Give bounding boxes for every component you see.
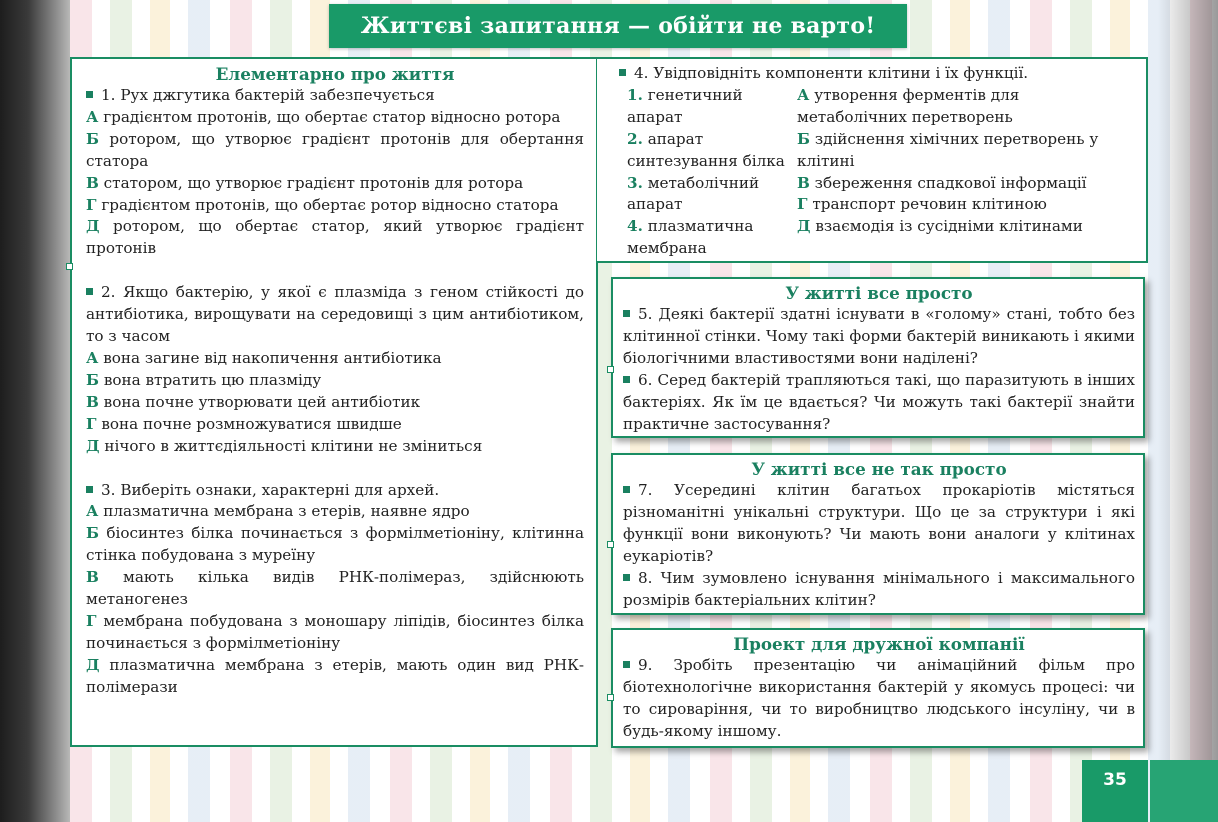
project-box [611,628,1145,748]
page-title: Життєві запитання — обійти не варто! [329,4,907,48]
bullet-icon [619,69,626,76]
elementary-heading: Елементарно про життя [215,64,455,84]
connector-notch [607,541,614,548]
function-item: Д взаємодія із сусідніми клітинами [797,217,1083,236]
q2-option-e: Д нічого в життєдіяльності клітини не зміниться [86,436,483,455]
component-item: 3. метаболічний апарат [627,173,760,214]
connector-notch [66,263,73,270]
question-4: 4. Увідповідніть компоненти клітини і їх функції. [619,63,1128,85]
connector-notch [607,366,614,373]
q1-option-d: Г градієнтом протонів, що обертає ротор відносно статора [86,195,559,214]
q1-option-b: Б ротором, що утворює градієнт протонів для обертання статора [86,129,585,170]
q2-option-b: Б вона втратить цю плазміду [86,370,322,389]
page-edge-right [1158,0,1218,822]
bullet-icon [86,486,93,493]
page-edge-shadow [0,0,80,822]
component-item: 2. апарат синтезування білка [627,129,785,170]
question-1: 1. Рух джгутика бактерій забезпечується [86,85,584,107]
component-item: 1. генетичний апарат [627,85,743,126]
page-corner-strip [1150,760,1218,822]
components-column [627,85,797,260]
bullet-icon [623,574,630,581]
question-3: 3. Виберіть ознаки, характерні для архей. [86,480,584,502]
matching-grid [627,85,1128,260]
q3-option-c: В мають кілька видів РНК-полімераз, здійснюють метаногенез [86,568,585,609]
q2-option-d: Г вона почне розмножуватися швидше [86,414,402,433]
question-8: 8. Чим зумовлено існування мінімального і максимального розмірів бактеріальних клітин? [623,568,1135,609]
question-9: 9. Зробіть презентацію чи анімаційний фільм про біотехнологічне використання бактерій у якомусь процесі: чи то сироваріння, чи то виробництво людського інсуліну, чи в будь-якому іншому. [623,656,1135,740]
component-item: 4. плазматична мембрана [627,217,754,258]
q1-option-c: В статором, що утворює градієнт протонів для ротора [86,173,524,192]
question-6: 6. Серед бактерій трапляються такі, що паразитують в інших бактеріях. Як їм це вдається? Чи можуть такі бактерії знайти практичне застосування? [623,370,1135,433]
question-2: 2. Якщо бактерію, у якої є плазміда з геном стійкості до антибіотика, вирощувати на середовищі з цим антибіотиком, то з часом [86,283,584,346]
function-item: В збереження спадкової інформації [797,173,1087,192]
q2-option-a: А вона загине від накопичення антибіотика [86,348,442,367]
simple-heading: У житті все просто [785,283,973,303]
bullet-icon [623,661,630,668]
connector-notch [607,694,614,701]
functions-column [797,85,1128,260]
not-simple-box [611,453,1145,615]
elementary-box [70,57,598,747]
bullet-icon [86,91,93,98]
function-item: Б здійснення хімічних перетворень у клітині [797,129,1099,170]
function-item: А утворення ферментів для метаболічних перетворень [797,85,1020,126]
q2-option-c: В вона почне утворювати цей антибіотик [86,392,421,411]
bullet-icon [623,310,630,317]
matching-box [597,57,1148,263]
q3-option-a: А плазматична мембрана з етерів, наявне ядро [86,502,470,521]
q3-option-e: Д плазматична мембрана з етерів, мають один вид РНК-полімерази [86,655,585,696]
bullet-icon [86,288,93,295]
q1-option-e: Д ротором, що обертає статор, який утворює градієнт протонів [86,217,584,258]
q1-option-a: А градієнтом протонів, що обертає статор відносно ротора [86,107,561,126]
bullet-icon [623,486,630,493]
question-5: 5. Деякі бактерії здатні існувати в «голому» стані, тобто без клітинної стінки. Чому такі форми бактерій виникають і якими біологічними властивостями вони наділені? [623,305,1135,367]
function-item: Г транспорт речовин клітиною [797,195,1047,214]
page-number: 35 [1082,760,1148,822]
simple-box [611,277,1145,438]
question-7: 7. Усередині клітин багатьох прокаріотів містяться різноманітні унікальні структури. Що це за структури і які функції вони виконують? Чи мають вони аналоги у клітинах еукаріотів? [623,481,1135,565]
not-simple-heading: У житті все не так просто [751,459,1007,479]
bullet-icon [623,376,630,383]
project-heading: Проект для дружної компанії [733,634,1025,654]
q3-option-d: Г мембрана побудована з моношару ліпідів, біосинтез білка починається з формілметіоніну [86,611,584,652]
q3-option-b: Б біосинтез білка починається з формілметіоніну, клітинна стінка побудована з муреїну [86,524,584,565]
